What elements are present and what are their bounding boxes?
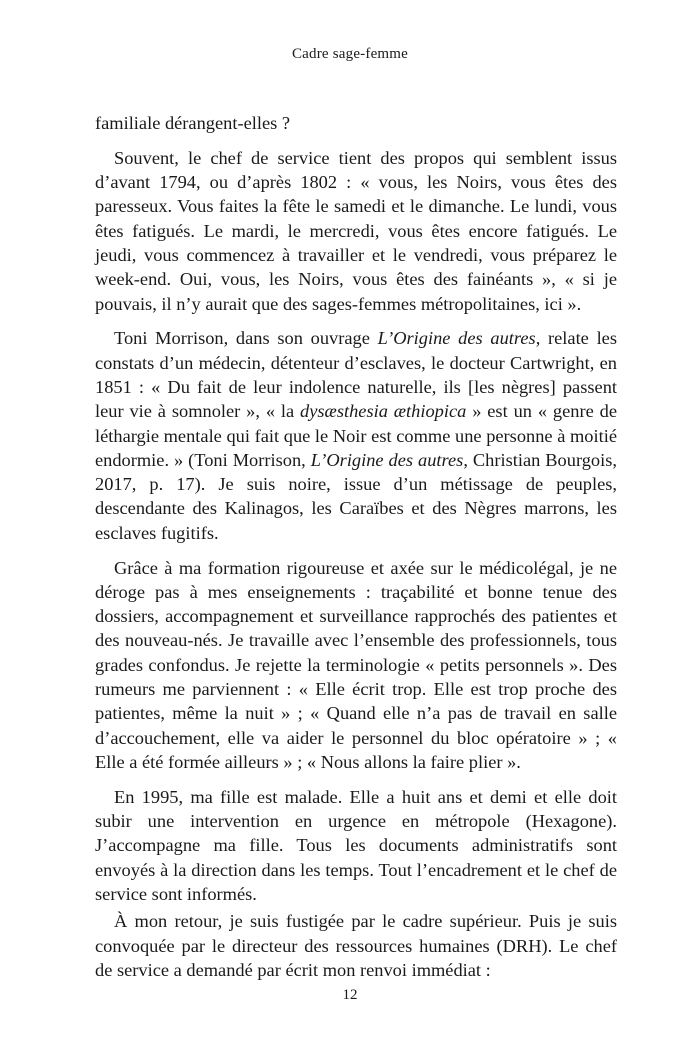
text-run: » est un « genre de léthargie mentale qui fait que le Noir est comme une personne à moitié endormie. » (Toni Morrison, bbox=[95, 401, 617, 470]
book-title-italic: L’Origine des autres bbox=[377, 328, 536, 349]
running-header: Cadre sage-femme bbox=[291, 46, 409, 62]
text-run: familiale dérangent-elles ? bbox=[95, 113, 291, 133]
paragraph-retour bbox=[95, 909, 617, 982]
page-number: 12 bbox=[342, 987, 358, 1003]
text-run: À mon retour, je suis fustigée par le cadre supérieur. Puis je suis convoquée par le directeur des ressources humaines (DRH). Le chef de service a demandé par écrit mon renvoi immédiat : bbox=[95, 911, 617, 980]
text-run: Grâce à ma formation rigoureuse et axée sur le médicolégal, je ne déroge pas à mes enseignements : traçabilité et bonne tenue des dossiers, accompagnement et surveillance rapprochés des patientes et des nouveau-nés. Je travaille avec l’ensemble des professionnels, tous grades confondus. Je rejette la terminologie « petits personnels ». Des rumeurs me parviennent : « Elle écrit trop. Elle est trop proche des patientes, même la nuit » ; « Quand elle n’a pas de travail en salle d’accouchement, elle va aider le personnel du bloc opératoire » ; « Elle a été formée ailleurs » ; « Nous allons la faire plier ». bbox=[95, 557, 617, 772]
paragraph-chef-de-service bbox=[95, 146, 617, 316]
text-run: En 1995, ma fille est malade. Elle a huit ans et demi et elle doit subir une intervention en urgence en métropole (Hexagone). J’accompagne ma fille. Tous les documents administratifs sont envoyés à la direction dans les temps. Tout l’encadrement et le chef de service sont informés. bbox=[95, 786, 617, 904]
book-title-italic: L’Origine des autres bbox=[310, 449, 464, 470]
text-run: Souvent, le chef de service tient des propos qui semblent issus d’avant 1794, ou d’après 1802 : « vous, les Noirs, vous êtes des paresseux. Vous faites la fête le samedi et le dimanche. Le lundi, vous êtes fatigués. Le mardi, le mercredi, vous êtes encore fatigués. Le jeudi, vous commencez à travailler et le vendredi, vous préparez le week-end. Oui, vous, les Noirs, vous êtes des fainéants », « si je pouvais, il n’y aurait que des sages-femmes métropolitaines, ici ». bbox=[95, 147, 617, 314]
text-run: , Christian Bourgois, 2017, p. 17). Je suis noire, issue d’un métissage de peuples, descendante des Kalinagos, les Caraïbes et des Nègres marrons, les esclaves fugitifs. bbox=[95, 449, 617, 543]
paragraph-continuation bbox=[95, 111, 617, 135]
paragraph-1995 bbox=[95, 785, 617, 906]
term-italic: dysæsthesia æthiopica bbox=[300, 401, 467, 422]
text-run: , relate les constats d’un médecin, détenteur d’esclaves, le docteur Cartwright, en 1851 : « Du fait de leur indolence naturelle, ils [les nègres] passent leur vie à somnoler », « la bbox=[95, 328, 617, 422]
text-run: Toni Morrison, dans son ouvrage bbox=[114, 328, 378, 349]
paragraph-formation bbox=[95, 556, 617, 775]
body-text bbox=[95, 111, 617, 982]
paragraph-toni-morrison bbox=[95, 326, 617, 545]
